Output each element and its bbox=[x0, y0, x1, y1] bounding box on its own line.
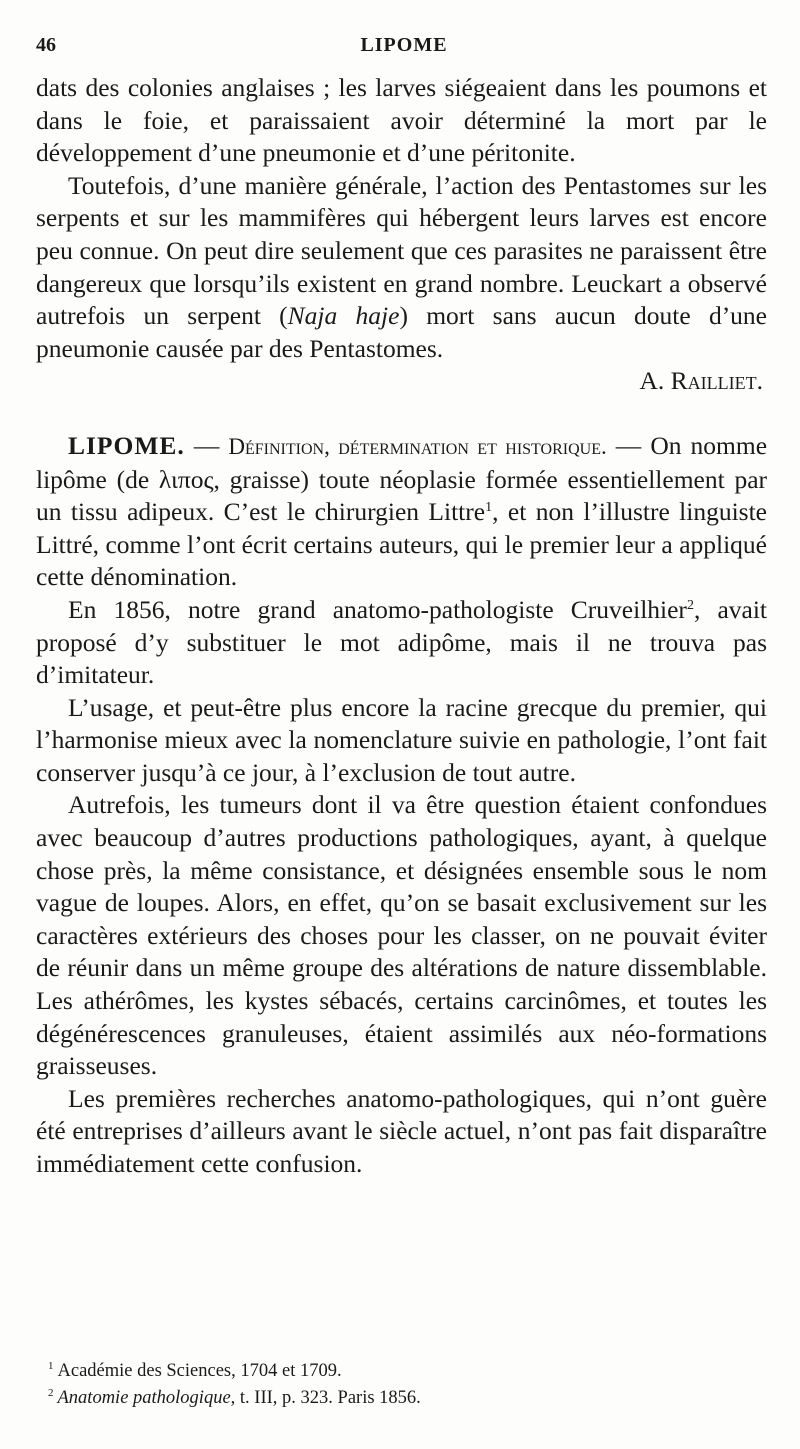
text-run: On nomme lipôme (de bbox=[36, 430, 768, 494]
paragraph bbox=[36, 430, 767, 594]
text-run: En 1856, notre grand anatomo-pathologiste Cruveilhier bbox=[68, 594, 687, 624]
footnote bbox=[48, 1358, 768, 1385]
text-run: , avait proposé d’y substituer le mot adipôme, mais il ne trouva pas d’imitateur. bbox=[36, 594, 768, 690]
paragraph bbox=[36, 594, 767, 692]
paragraph: L’usage, et peut-être plus encore la racine grecque du premier, qui l’harmonise mieux avec la nomenclature suivie en pathologie, l’ont fait conserver jusqu’à ce jour, à l’exclusion de tout autre. bbox=[36, 692, 767, 787]
article-headword: LIPOME. bbox=[68, 430, 185, 460]
footnote-title: Anatomie pathologique bbox=[57, 1388, 231, 1408]
running-head bbox=[36, 34, 772, 62]
article-gap bbox=[36, 398, 767, 430]
text-run: , graisse) toute néoplasie formée essentiellement par un tissu adipeux. C’est le chirurgien Littre bbox=[36, 464, 768, 527]
footnote bbox=[48, 1385, 768, 1412]
species-name: Naja haje bbox=[287, 301, 400, 331]
author-signature: A. Railliet. bbox=[639, 366, 763, 396]
footnote-ref: 2 bbox=[686, 597, 694, 613]
running-title: LIPOME bbox=[360, 34, 448, 56]
paragraph bbox=[36, 170, 767, 366]
paragraph: Les premières recherches anatomo-pathologiques, qui n’ont guère été entreprises d’ailleurs avant le siècle actuel, n’ont pas fait disparaître immédiatement cette confusion. bbox=[36, 1083, 767, 1178]
dash: — bbox=[606, 430, 642, 460]
body-text bbox=[36, 72, 767, 1181]
page-number: 46 bbox=[36, 34, 56, 56]
text-run: , et non l’illustre linguiste Littré, comme l’ont écrit certains auteurs, qui le premier leur a appliqué cette dénomination. bbox=[36, 497, 768, 592]
footnote-marker: 1 bbox=[48, 1360, 54, 1372]
text-run: Toutefois, d’une manière générale, l’action des Pentastomes sur les serpents et sur les mammifères qui hébergent leurs larves est encore peu connue. On peut dire seulement que ces parasites ne paraissent être dangereux que lorsqu’ils existent en grand nombre. Leuckart a observé autrefois un serpent ( bbox=[36, 170, 767, 331]
paragraph: dats des colonies anglaises ; les larves siégeaient dans les poumons et dans le foie, et paraissaient avoir déterminé la mort par le développement d’une pneumonie et d’une péritonite. bbox=[36, 73, 767, 168]
paragraph: Autrefois, les tumeurs dont il va être question étaient confondues avec beaucoup d’autres productions pathologiques, ayant, à quelque chose près, la même consistance, et désignées ensemble sous le nom vague de loupes. Alors, en effet, qu’on se basait exclusivement sur les caractères extérieurs des choses pour les classer, on ne pouvait éviter de réunir dans un même groupe des altérations de nature dissemblable. Les athérômes, les kystes sébacés, certains carcinômes, et toutes les dégénérescences granuleuses, étaient assimilés aux néo-formations graisseuses. bbox=[36, 790, 767, 1081]
footnote-text: Académie des Sciences, 1704 et 1709. bbox=[57, 1361, 342, 1381]
section-heading: Définition, détermination et historique. bbox=[228, 433, 607, 459]
footnotes bbox=[48, 1358, 768, 1412]
text-run: ) mort sans aucun doute d’une pneumonie causée par des Pentastomes. bbox=[36, 301, 768, 363]
footnote-ref: 1 bbox=[485, 500, 493, 516]
footnote-text: , t. III, p. 323. Paris 1856. bbox=[230, 1388, 421, 1408]
greek-word: λιπος bbox=[158, 464, 214, 494]
dash: — bbox=[184, 430, 229, 460]
footnote-marker: 2 bbox=[48, 1387, 54, 1399]
